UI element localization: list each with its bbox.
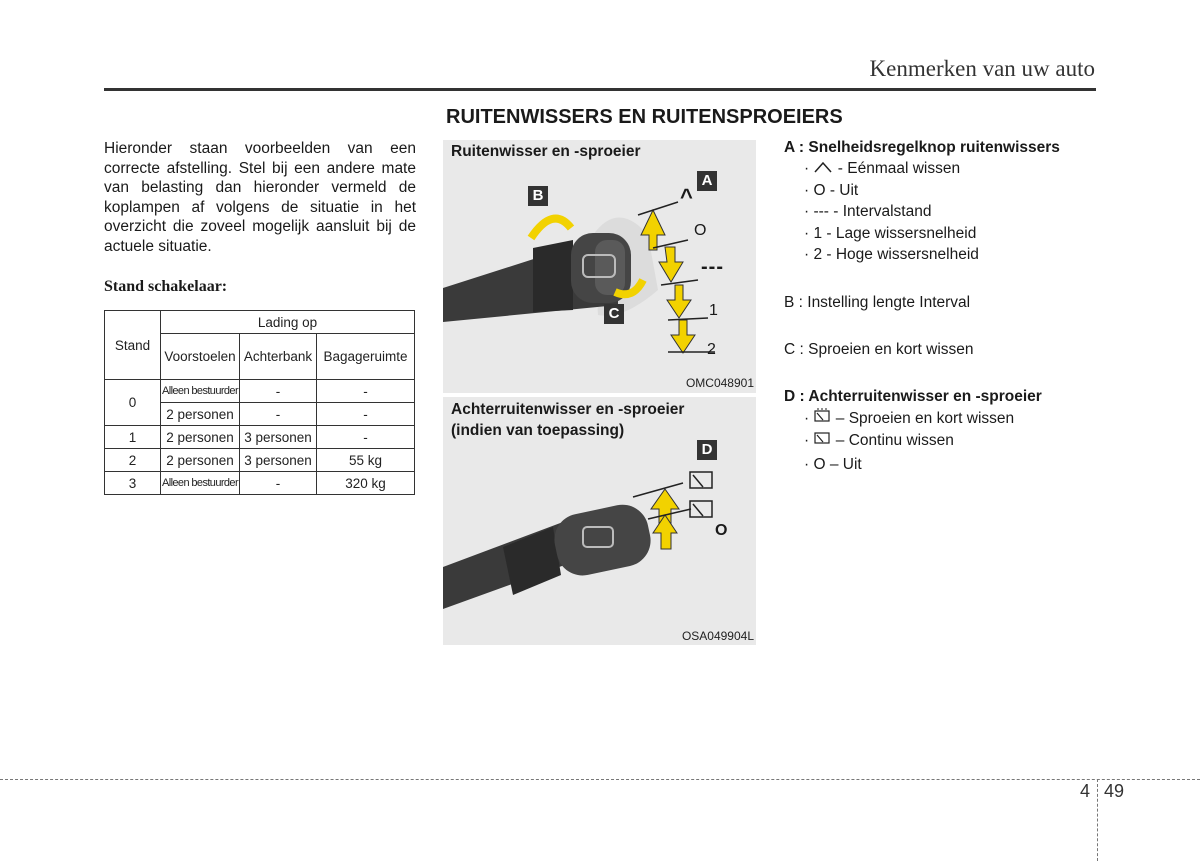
table-row xyxy=(105,472,415,495)
table-header-cargo: Bagageruimte xyxy=(317,334,415,380)
chapter-number: 4 xyxy=(1080,781,1091,801)
table-cell: - xyxy=(240,403,317,426)
header-rule xyxy=(104,88,1096,91)
page-number: 49 xyxy=(1104,781,1125,801)
position-high-label: 2 xyxy=(707,341,716,358)
table-cell: - xyxy=(317,380,415,403)
table-cell: 1 xyxy=(105,426,161,449)
intro-paragraph: Hieronder staan voorbeelden van een correcte afstelling. Stel bij een andere mate van belasting dan hieronder vermeld de koplampen af volgens de situatie in het overzicht die zoveel mogelijk aansluit bij de actuele situatie. xyxy=(104,140,416,255)
rear-wiper-figure xyxy=(443,397,756,645)
rear-wiper-icon xyxy=(813,431,831,445)
legend-item: · - Eénmaal wissen xyxy=(804,160,961,177)
table-cell: Alleen bestuurder xyxy=(161,380,240,403)
table-header-stand: Stand xyxy=(105,311,161,380)
legend-item: · – Sproeien en kort wissen xyxy=(784,407,1042,430)
table-cell: 320 kg xyxy=(317,472,415,495)
rear-wiper-lever-illustration xyxy=(443,397,756,645)
section-title: RUITENWISSERS EN RUITENSPROEIERS xyxy=(446,106,843,128)
table-cell: 0 xyxy=(105,380,161,426)
figure-code: OSA049904L xyxy=(681,629,754,643)
table-cell: Alleen bestuurder xyxy=(161,472,240,495)
table-cell: 3 personen xyxy=(240,426,317,449)
callout-d: D xyxy=(697,440,717,460)
position-interval-label: --- xyxy=(701,256,724,278)
table-cell: 2 xyxy=(105,449,161,472)
callout-a: A xyxy=(697,171,717,191)
legend-c-title: C : Sproeien en kort wissen xyxy=(784,341,974,358)
front-wiper-figure xyxy=(443,140,756,393)
legend-item: · --- - Intervalstand xyxy=(804,203,932,220)
figure-title: Ruitenwisser en -sproeier xyxy=(451,143,641,160)
table-row xyxy=(105,380,415,403)
table-cell: 3 personen xyxy=(240,449,317,472)
footer-divider xyxy=(1097,779,1098,861)
table-header-front: Voorstoelen xyxy=(161,334,240,380)
table-cell: 2 personen xyxy=(161,403,240,426)
table-cell: - xyxy=(317,426,415,449)
legend-b-title: B : Instelling lengte Interval xyxy=(784,294,971,311)
table-cell: 3 xyxy=(105,472,161,495)
table-cell: 2 personen xyxy=(161,449,240,472)
caret-up-icon xyxy=(813,161,833,173)
legend-item: · 2 - Hoge wissersnelheid xyxy=(804,246,979,263)
switch-position-heading: Stand schakelaar: xyxy=(104,278,228,295)
table-cell: - xyxy=(317,403,415,426)
table-cell: - xyxy=(240,380,317,403)
legend-d-title: D : Achterruitenwisser en -sproeier xyxy=(784,388,1042,405)
position-single-wipe-label: ^ xyxy=(680,184,693,209)
callout-b: B xyxy=(528,186,548,206)
callout-c: C xyxy=(604,304,624,324)
table-cell: 2 personen xyxy=(161,426,240,449)
table-row xyxy=(105,426,415,449)
legend-item: · O – Uit xyxy=(804,456,862,473)
position-off-label: O xyxy=(694,222,707,239)
footer-rule xyxy=(0,779,1200,780)
legend-a-title: A : Snelheidsregelknop ruitenwissers xyxy=(784,139,1060,156)
position-off-label: O xyxy=(715,522,728,539)
legend-item: · 1 - Lage wissersnelheid xyxy=(804,224,977,242)
legend-d xyxy=(784,388,1042,476)
figure-code: OMC048901 xyxy=(685,376,754,390)
legend-item: · O - Uit xyxy=(804,181,859,199)
figure-title-line1: Achterruitenwisser en -sproeier xyxy=(451,401,685,418)
legend-a xyxy=(784,139,1060,266)
rear-washer-icon xyxy=(813,407,831,423)
position-low-label: 1 xyxy=(709,302,718,319)
load-table xyxy=(104,310,415,495)
table-cell: - xyxy=(240,472,317,495)
figure-title-line2: (indien van toepassing) xyxy=(451,422,625,439)
table-header-rear: Achterbank xyxy=(240,334,317,380)
table-row xyxy=(105,449,415,472)
table-header-load: Lading op xyxy=(161,311,415,334)
legend-item: · – Continu wissen xyxy=(804,431,954,449)
running-header: Kenmerken van uw auto xyxy=(869,56,1095,81)
table-cell: 55 kg xyxy=(317,449,415,472)
